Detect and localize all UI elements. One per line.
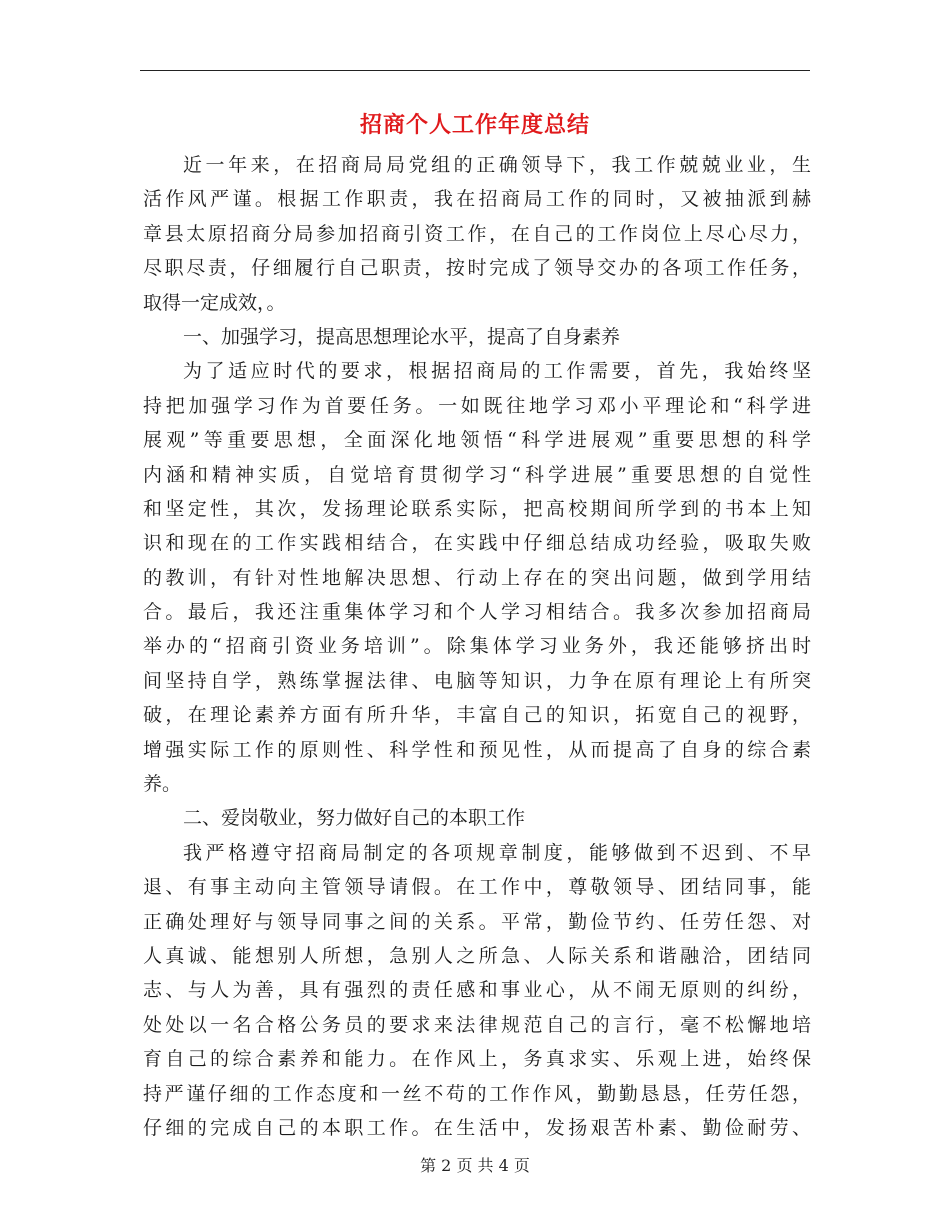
text-line: 一、加强学习，提高思想理论水平，提高了自身素养: [183, 325, 621, 348]
text-line: 尽职尽责，仔细履行自己职责，按时完成了领导交办的各项工作任务，: [143, 257, 811, 280]
text-line: 处处以一名合格公务员的要求来法律规范自己的言行，毫不松懈地培: [143, 1013, 811, 1036]
text-line: 志、与人为善，具有强烈的责任感和事业心，从不闹无原则的纠纷，: [143, 979, 811, 1002]
text-line: 增强实际工作的原则性、科学性和预见性，从而提高了自身的综合素: [143, 738, 811, 761]
text-line: 间坚持自学，熟练掌握法律、电脑等知识，力争在原有理论上有所突: [143, 669, 811, 692]
text-line: 取得一定成效，。: [143, 291, 286, 314]
document-body: [143, 148, 811, 1145]
text-line: 章县太原招商分局参加招商引资工作，在自己的工作岗位上尽心尽力，: [143, 222, 811, 245]
text-line: 内涵和精神实质，自觉培育贯彻学习“科学进展”重要思想的自觉性: [143, 463, 811, 486]
text-line: 人真诚、能想别人所想，急别人之所急、人际关系和谐融洽，团结同: [143, 944, 811, 967]
text-line: 养。: [143, 773, 182, 796]
document-title: 招商个人工作年度总结: [359, 112, 590, 138]
text-line: 举办的“招商引资业务培训”。除集体学习业务外，我还能够挤出时: [143, 635, 811, 658]
text-line: 退、有事主动向主管领导请假。在工作中，尊敬领导、团结同事，能: [143, 876, 811, 899]
text-line: 二、爱岗敬业，努力做好自己的本职工作: [183, 807, 526, 830]
text-line: 合。最后，我还注重集体学习和个人学习相结合。我多次参加招商局: [143, 601, 811, 624]
text-line: 的教训，有针对性地解决思想、行动上存在的突出问题，做到学用结: [143, 566, 811, 589]
text-line: 正确处理好与领导同事之间的关系。平常，勤俭节约、任劳任怨、对: [143, 910, 811, 933]
page-footer: 第 2 页 共 4 页: [420, 1156, 530, 1175]
text-line: 近一年来，在招商局局党组的正确领导下，我工作兢兢业业，生: [183, 154, 811, 176]
text-line: 和坚定性，其次，发扬理论联系实际，把高校期间所学到的书本上知: [143, 497, 811, 520]
text-line: 活作风严谨。根据工作职责，我在招商局工作的同时，又被抽派到赫: [143, 188, 811, 211]
text-line: 仔细的完成自己的本职工作。在生活中，发扬艰苦朴素、勤俭耐劳、: [143, 1116, 811, 1139]
text-line: 破，在理论素养方面有所升华，丰富自己的知识，拓宽自己的视野，: [143, 704, 811, 727]
text-line: 为了适应时代的要求，根据招商局的工作需要，首先，我始终坚: [183, 360, 811, 383]
text-line: 持把加强学习作为首要任务。一如既往地学习邓小平理论和“科学进: [143, 394, 811, 417]
header-rule: [140, 70, 810, 71]
text-line: 识和现在的工作实践相结合，在实践中仔细总结成功经验，吸取失败: [143, 532, 811, 555]
text-line: 育自己的综合素养和能力。在作风上，务真求实、乐观上进，始终保: [143, 1048, 811, 1071]
text-line: 我严格遵守招商局制定的各项规章制度，能够做到不迟到、不早: [183, 841, 811, 864]
text-line: 展观”等重要思想，全面深化地领悟“科学进展观”重要思想的科学: [143, 429, 811, 452]
text-line: 持严谨仔细的工作态度和一丝不苟的工作作风，勤勤恳恳，任劳任怨，: [143, 1082, 811, 1105]
